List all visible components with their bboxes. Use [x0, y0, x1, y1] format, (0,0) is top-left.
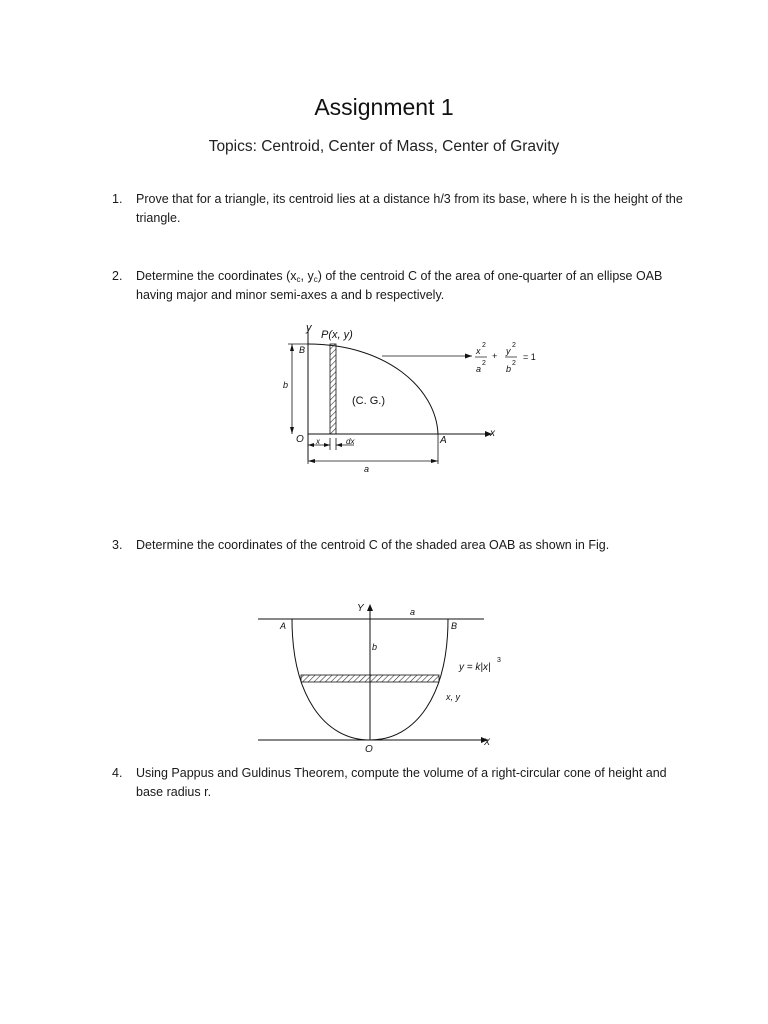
- strip-dx-label: dx: [346, 437, 355, 446]
- quarter-ellipse-figure: [276, 318, 576, 478]
- semi-axis-a-label: a: [364, 464, 370, 474]
- question-1: [112, 190, 692, 228]
- point-a-label: A: [280, 621, 287, 631]
- origin-label: O: [365, 744, 373, 755]
- question-number: 1.: [112, 192, 123, 206]
- y-axis-label: Y: [357, 603, 364, 614]
- question-text: Using Pappus and Guldinus Theorem, compute the volume of a right-circular cone of height and base radius r.: [136, 766, 667, 799]
- x-axis-label: X: [484, 737, 491, 747]
- svg-text:2: 2: [482, 342, 486, 349]
- question-text: Determine the coordinates ($x_c$, $y_c$) of the centroid C of the area of one-quarter of an ellipse OAB having major and minor semi-axes a and b respectively.: [136, 269, 663, 302]
- semi-axis-b-label: b: [283, 380, 289, 390]
- svg-text:x: x: [476, 346, 481, 356]
- svg-text:= 1: = 1: [523, 352, 536, 362]
- question-3: [112, 536, 692, 555]
- point-b-label: B: [451, 621, 458, 631]
- svg-text:+: +: [492, 351, 498, 361]
- question-2: [112, 267, 692, 305]
- svg-text:2: 2: [482, 360, 486, 367]
- svg-text:2: 2: [512, 360, 516, 367]
- svg-text:y: y: [506, 346, 511, 356]
- svg-text:a: a: [476, 364, 482, 374]
- height-b-label: b: [372, 642, 378, 652]
- question-text: Prove that for a triangle, its centroid lies at a distance h/3 from its base, where h is the height of the triangle.: [136, 192, 683, 225]
- question-text: Determine the coordinates of the centroid C of the shaded area OAB as shown in Fig.: [136, 538, 610, 552]
- ellipse-equation: [475, 342, 536, 374]
- x-axis-label: x: [490, 428, 495, 439]
- centre-of-gravity-label: (C. G.): [352, 395, 385, 407]
- page-subtitle: Topics: Centroid, Center of Mass, Center of Gravity: [208, 138, 560, 155]
- question-number: 3.: [112, 538, 123, 552]
- y-axis-label: y: [306, 322, 312, 334]
- vertex-b-label: B: [299, 345, 306, 355]
- svg-text:2: 2: [512, 342, 516, 349]
- strip-xy-label: x, y: [446, 692, 461, 702]
- origin-label: O: [296, 434, 304, 445]
- strip-x-label: x: [316, 437, 320, 446]
- point-label: P(x, y): [321, 329, 353, 341]
- cubic-area-figure: [254, 600, 514, 760]
- vertex-a-label: A: [440, 435, 447, 446]
- curve-exponent: 3: [497, 657, 501, 664]
- svg-text:b: b: [506, 364, 512, 374]
- page-title: Assignment 1: [314, 94, 454, 120]
- width-a-label: a: [410, 607, 416, 617]
- question-number: 4.: [112, 766, 123, 780]
- question-4: [112, 764, 692, 802]
- question-number: 2.: [112, 269, 123, 283]
- curve-equation: y = k|x|: [459, 662, 491, 673]
